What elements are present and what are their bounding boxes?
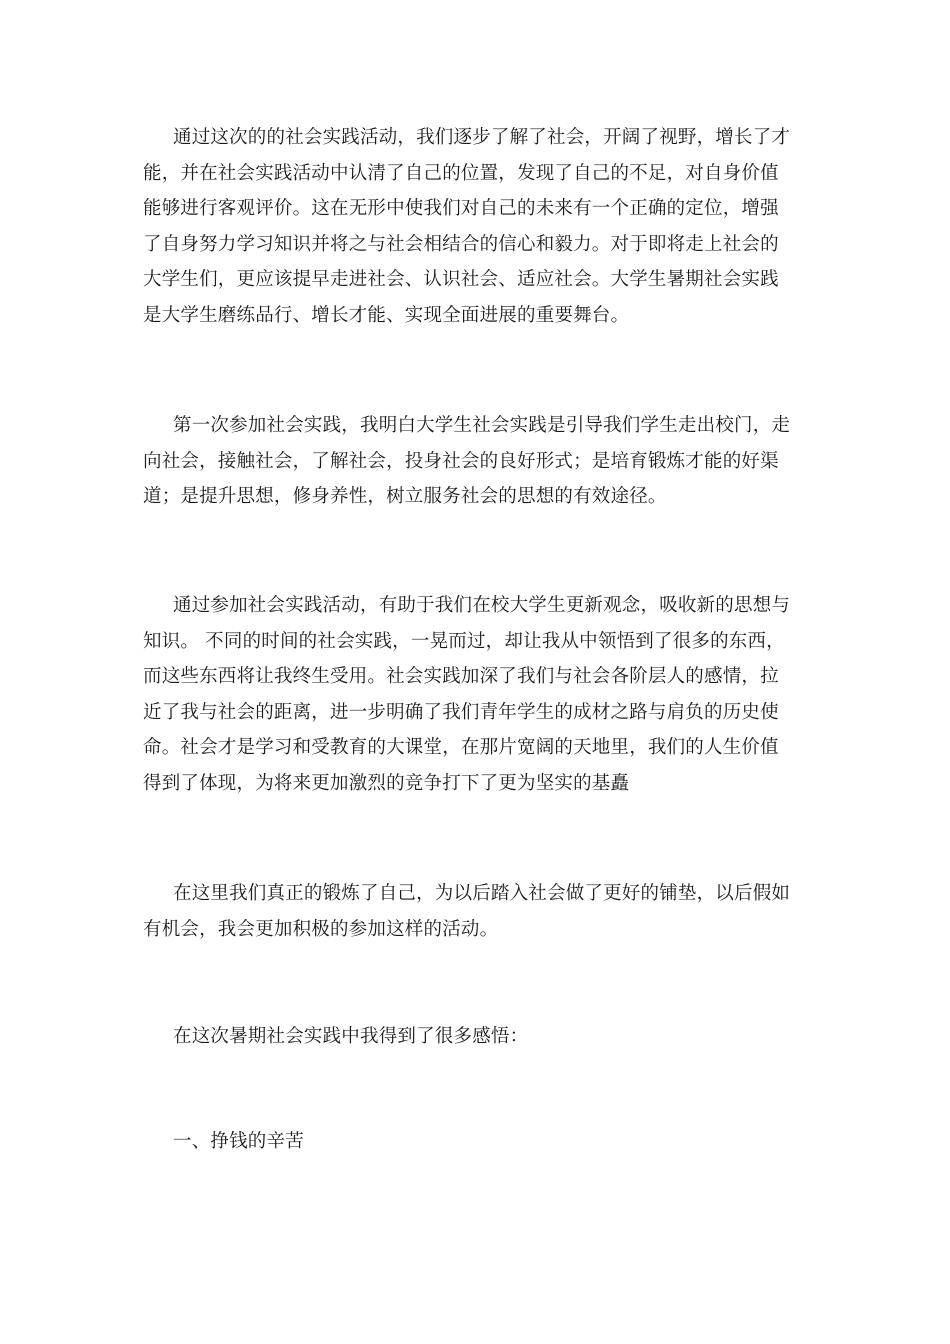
paragraph-line: 近了我与社会的距离，进一步明确了我们青年学生的成材之路与肩负的历史使 xyxy=(143,701,779,723)
paragraph-3 xyxy=(143,588,808,801)
paragraph-2 xyxy=(143,408,808,515)
paragraph-line: 第一次参加社会实践，我明白大学生社会实践是引导我们学生走出校门，走 xyxy=(173,415,791,436)
paragraph-1 xyxy=(143,120,808,333)
paragraph-line: 得到了体现，为将来更加激烈的竞争打下了更为坚实的基矗 xyxy=(143,772,630,794)
paragraph-5 xyxy=(143,1019,808,1055)
paragraph-line: 向社会，接触社会，了解社会，投身社会的良好形式；是培育锻炼才能的好渠 xyxy=(143,450,779,472)
paragraph-line: 了自身努力学习知识并将之与社会相结合的信心和毅力。对于即将走上社会的 xyxy=(143,233,779,255)
paragraph-line: 通过这次的的社会实践活动，我们逐步了解了社会，开阔了视野，增长了才 xyxy=(173,127,791,148)
paragraph-4 xyxy=(143,876,808,947)
paragraph-line: 能够进行客观评价。这在无形中使我们对自己的未来有一个正确的定位，增强 xyxy=(143,198,779,219)
paragraph-line: 一、挣钱的辛苦 xyxy=(173,1131,304,1152)
section-heading xyxy=(143,1124,808,1160)
paragraph-line: 在这里我们真正的锻炼了自己，为以后踏入社会做了更好的铺垫，以后假如 xyxy=(173,883,791,904)
paragraph-line: 而这些东西将让我终生受用。社会实践加深了我们与社会各阶层人的感情，拉 xyxy=(143,666,779,687)
paragraph-line: 能，并在社会实践活动中认清了自己的位置，发现了自己的不足，对自身价值 xyxy=(143,162,779,184)
paragraph-line: 通过参加社会实践活动，有助于我们在校大学生更新观念，吸收新的思想与 xyxy=(173,595,791,616)
paragraph-line: 是大学生磨练品行、增长才能、实现全面进展的重要舞台。 xyxy=(143,304,630,326)
paragraph-line: 大学生们，更应该提早走进社会、认识社会、适应社会。大学生暑期社会实践 xyxy=(143,269,779,290)
paragraph-line: 知识。 不同的时间的社会实践，一晃而过，却让我从中领悟到了很多的东西， xyxy=(143,630,785,652)
paragraph-line: 在这次暑期社会实践中我得到了很多感悟： xyxy=(173,1026,529,1047)
paragraph-line: 命。社会才是学习和受教育的大课堂，在那片宽阔的天地里，我们的人生价值 xyxy=(143,737,779,758)
paragraph-line: 有机会，我会更加积极的参加这样的活动。 xyxy=(143,918,499,940)
paragraph-line: 道；是提升思想，修身养性，树立服务社会的思想的有效途径。 xyxy=(143,486,667,507)
